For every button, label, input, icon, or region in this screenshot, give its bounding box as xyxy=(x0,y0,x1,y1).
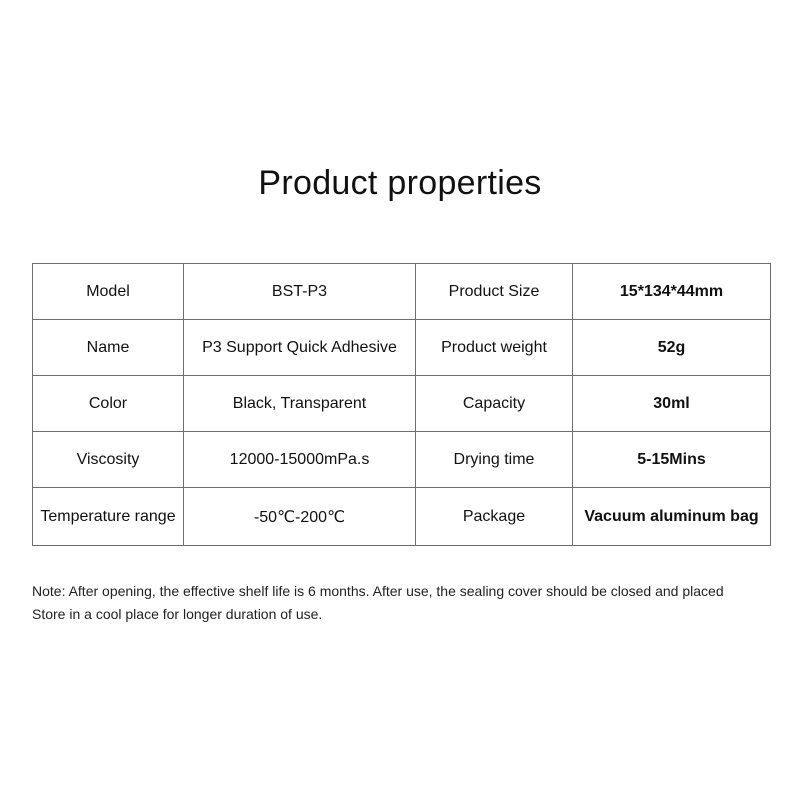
page-title: Product properties xyxy=(258,164,542,202)
property-label-package: Package xyxy=(416,488,573,546)
table-row xyxy=(33,432,771,488)
property-label-capacity: Capacity xyxy=(416,376,573,432)
property-value-name: P3 Support Quick Adhesive xyxy=(184,320,416,376)
property-label-product-weight: Product weight xyxy=(416,320,573,376)
property-label-viscosity: Viscosity xyxy=(33,432,184,488)
property-value-product-size: 15*134*44mm xyxy=(573,264,771,320)
properties-table xyxy=(32,263,771,546)
property-value-model: BST-P3 xyxy=(184,264,416,320)
property-value-color: Black, Transparent xyxy=(184,376,416,432)
property-value-temperature-range: -50℃-200℃ xyxy=(184,488,416,546)
storage-note: Note: After opening, the effective shelf life is 6 months. After use, the sealing cover should be closed and placed Store in a cool place for longer duration of use. xyxy=(32,583,724,622)
property-value-capacity: 30ml xyxy=(573,376,771,432)
table-row xyxy=(33,264,771,320)
property-label-model: Model xyxy=(33,264,184,320)
property-label-name: Name xyxy=(33,320,184,376)
property-label-temperature-range: Temperature range xyxy=(33,488,184,546)
property-value-product-weight: 52g xyxy=(573,320,771,376)
property-value-drying-time: 5-15Mins xyxy=(573,432,771,488)
table-row xyxy=(33,376,771,432)
property-label-drying-time: Drying time xyxy=(416,432,573,488)
property-value-viscosity: 12000-15000mPa.s xyxy=(184,432,416,488)
property-label-product-size: Product Size xyxy=(416,264,573,320)
table-row xyxy=(33,488,771,546)
table-row xyxy=(33,320,771,376)
property-value-package: Vacuum aluminum bag xyxy=(573,488,771,546)
property-label-color: Color xyxy=(33,376,184,432)
